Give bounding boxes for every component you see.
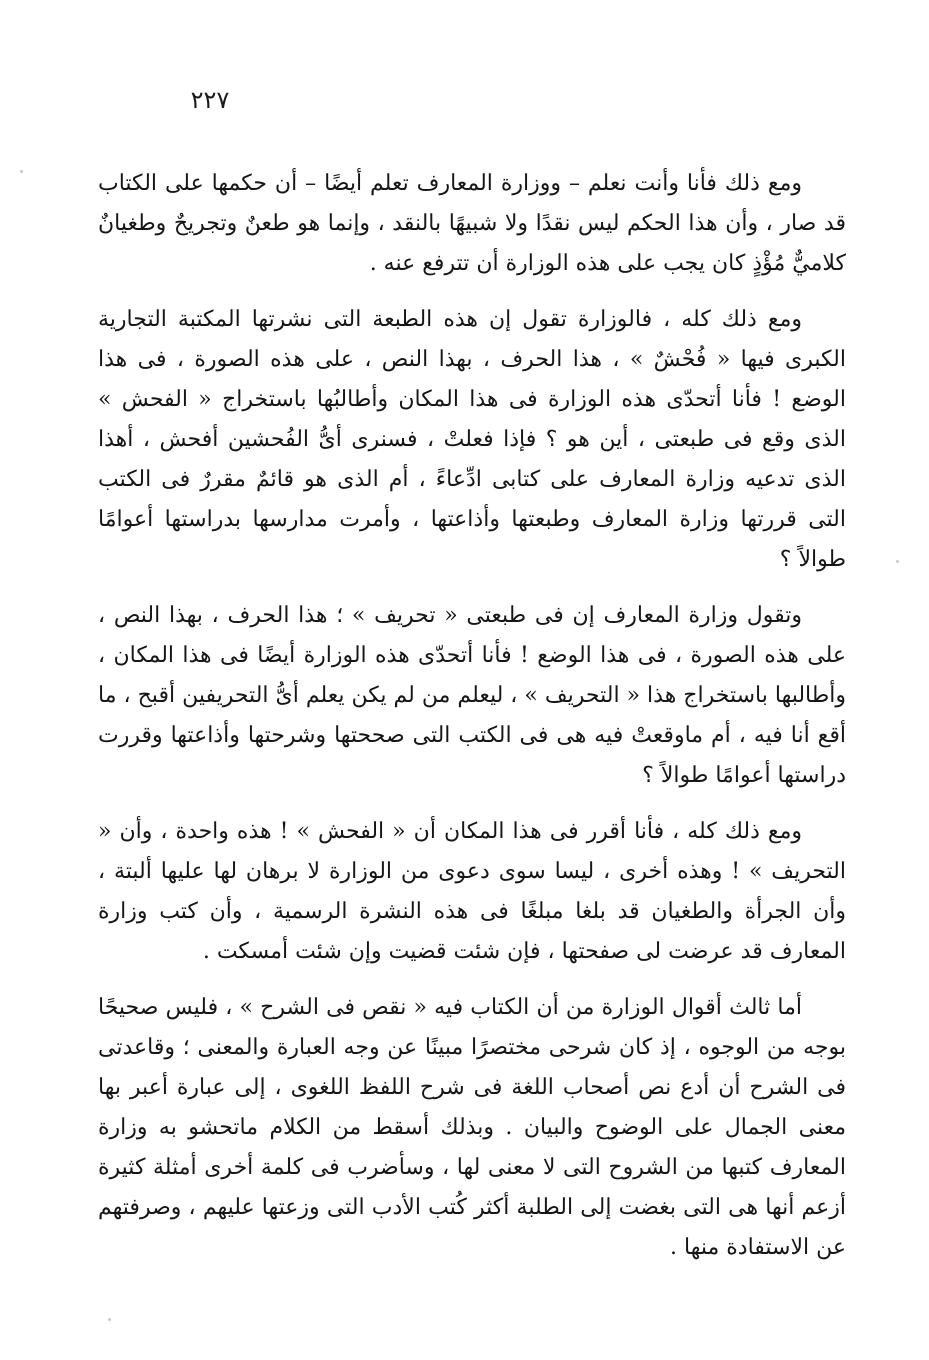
- scan-speck: [108, 1318, 111, 1321]
- paragraph-2: ومع ذلك كله ، فالوزارة تقول إن هذه الطبعة التى نشرتها المكتبة التجارية الكبرى فيها « فُحْشٌ » ، هذا الحرف ، بهذا النص ، على هذه الصورة ، فى هذا الوضع ! فأنا أتحدّى هذه الوزارة فى هذا المكان وأطالبُها باستخراج « الفحش » الذى وقع فى طبعتى ، أين هو ؟ فإذا فعلتْ ، فسنرى أىُّ الفُحشين أفحش ، أهذا الذى تدعيه وزارة المعارف على كتابى ادِّعاءً ، أم الذى هو قائمٌ مقررٌ فى الكتب التى قررتها وزارة المعارف وطبعتها وأذاعتها ، وأمرت مدارسها بدراستها أعوامًا طوالاً ؟: [98, 307, 846, 572]
- paragraph-3: وتقول وزارة المعارف إن فى طبعتى « تحريف » ؛ هذا الحرف ، بهذا النص ، على هذه الصورة ، فى هذا الوضع ! فأنا أتحدّى هذه الوزارة أيضًا فى هذا المكان ، وأطالبها باستخراج هذا « التحريف » ، ليعلم من لم يكن يعلم أىُّ التحريفين أقبح ، ما أقع أنا فيه ، أم ماوقعتْ فيه هى فى الكتب التى صححتها وشرحتها وأذاعتها وقررت دراستها أعوامًا طوالاً ؟: [98, 603, 846, 788]
- page-number: ٢٢٧: [190, 86, 230, 114]
- body-text: [98, 164, 846, 1284]
- paragraph-4: ومع ذلك كله ، فأنا أقرر فى هذا المكان أن « الفحش » ! هذه واحدة ، وأن « التحريف » ! وهذه أخرى ، ليسا سوى دعوى من الوزارة لا برهان لها عليها ألبتة ، وأن الجرأة والطغيان قد بلغا مبلغًا فى هذه النشرة الرسمية ، وأن كتب وزارة المعارف قد عرضت لى صفحتها ، فإن شئت قضيت وإن شئت أمسكت .: [98, 819, 846, 964]
- scan-speck: [896, 560, 899, 563]
- scan-speck: [20, 170, 23, 173]
- paragraph-5: أما ثالث أقوال الوزارة من أن الكتاب فيه « نقص فى الشرح » ، فليس صحيحًا بوجه من الوجوه ، إذ كان شرحى مختصرًا مبينًا عن وجه العبارة والمعنى ؛ وقاعدتى فى الشرح أن أدع نص أصحاب اللغة فى شرح اللفظ اللغوى ، إلى عبارة أعبر بها معنى الجمال على الوضوح والبيان . وبذلك أسقط من الكلام ماتحشو به وزارة المعارف كتبها من الشروح التى لا معنى لها ، وسأضرب فى كلمة أخرى أمثلة كثيرة أزعم أنها هى التى بغضت إلى الطلبة أكثر كُتب الأدب التى وزعتها عليهم ، وصرفتهم عن الاستفادة منها .: [98, 995, 846, 1260]
- paragraph-1: ومع ذلك فأنا وأنت نعلم – ووزارة المعارف تعلم أيضًا – أن حكمها على الكتاب قد صار ، وأن هذا الحكم ليس نقدًا ولا شبيهًا بالنقد ، وإنما هو طعنٌ وتجريحٌ وطغيانٌ كلاميٌّ مُؤْذٍ كان يجب على هذه الوزارة أن تترفع عنه .: [98, 171, 846, 276]
